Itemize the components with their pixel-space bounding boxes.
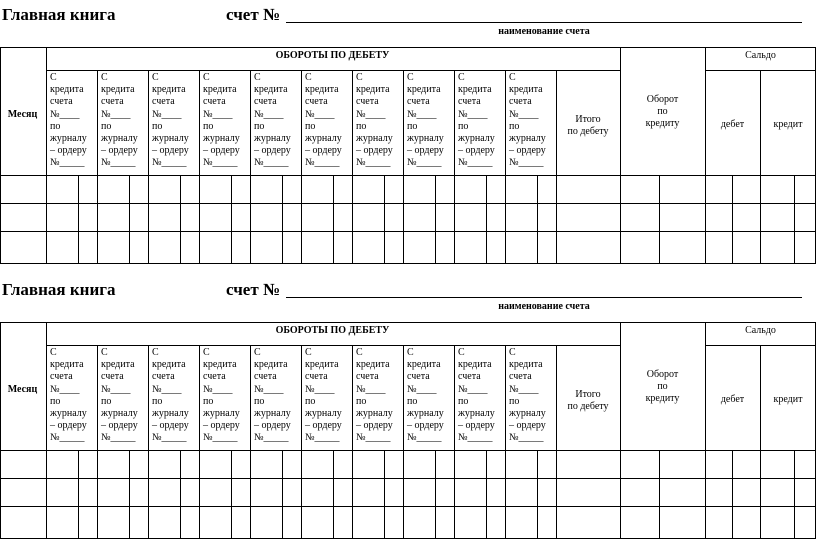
grid-line-vertical [231, 175, 232, 263]
credit-account-column-header-line: №____ [152, 108, 182, 120]
month-column-header: Месяц [7, 109, 38, 120]
credit-account-column-header-line: С [407, 347, 414, 358]
credit-account-column-header-line: журналу [50, 408, 87, 420]
credit-account-column-header-line: №____ [101, 383, 131, 395]
debit-turnover-header: ОБОРОТЫ ПО ДЕБЕТУ [275, 50, 390, 61]
credit-account-column-header-line: С [407, 72, 414, 83]
credit-turnover-header-line: кредиту [645, 393, 680, 404]
credit-account-column-header-line: – ордеру [152, 420, 189, 432]
grid-line-vertical [231, 450, 232, 538]
account-number-label: счет № [226, 280, 281, 299]
grid-line-vertical [794, 175, 795, 263]
credit-account-column-header-line: счета [152, 96, 175, 108]
credit-account-column-header-line: по [407, 395, 418, 407]
saldo-debit-header: дебет [720, 119, 745, 130]
credit-account-column-header-line: №____ [305, 108, 335, 120]
saldo-header: Сальдо [745, 325, 776, 336]
credit-account-column-header-line: – ордеру [305, 145, 342, 157]
credit-account-column-header [352, 72, 400, 170]
credit-account-column-header-line: счета [509, 96, 532, 108]
account-number-label: счет № [226, 5, 281, 24]
total-debit-header [556, 389, 620, 413]
grid-line-vertical [180, 450, 181, 538]
credit-account-column-header-line: №_____ [305, 157, 340, 169]
saldo-credit-header: кредит [773, 394, 803, 405]
credit-account-column-header-line: журналу [356, 408, 393, 420]
credit-account-column-header-line: журналу [407, 133, 444, 145]
credit-account-column-header-line: №____ [203, 383, 233, 395]
grid-line-vertical [659, 450, 660, 538]
credit-account-column-header-line: кредита [254, 359, 288, 371]
credit-account-column-header-line: счета [203, 96, 226, 108]
credit-account-column-header-line: – ордеру [50, 420, 87, 432]
credit-account-column-header-line: №_____ [203, 157, 238, 169]
credit-account-column-header-line: – ордеру [458, 145, 495, 157]
total-debit-header [556, 114, 620, 138]
credit-account-column-header [97, 72, 145, 170]
credit-account-column-header-line: по [203, 395, 214, 407]
credit-account-column-header-line: – ордеру [407, 145, 444, 157]
credit-account-column-header [199, 72, 247, 170]
grid-line-vertical [129, 175, 130, 263]
saldo-debit-header: дебет [720, 394, 745, 405]
credit-account-column-header-line: журналу [407, 408, 444, 420]
credit-account-column-header-line: №____ [101, 108, 131, 120]
grid-line-horizontal [705, 345, 815, 346]
credit-account-column-header-line: С [101, 347, 108, 358]
credit-account-column-header-line: журналу [305, 133, 342, 145]
grid-line-vertical [78, 450, 79, 538]
credit-account-column-header-line: №_____ [152, 432, 187, 444]
grid-line-vertical [180, 175, 181, 263]
credit-turnover-header-line: Оборот [646, 94, 679, 105]
grid-line-vertical [282, 175, 283, 263]
grid-line-vertical [760, 345, 761, 538]
credit-account-column-header-line: журналу [101, 408, 138, 420]
credit-account-column-header-line: С [356, 347, 363, 358]
credit-account-column-header-line: №____ [50, 383, 80, 395]
credit-account-column-header [352, 347, 400, 445]
credit-account-column-header-line: №____ [356, 108, 386, 120]
credit-account-column-header-line: С [509, 347, 516, 358]
credit-account-column-header [403, 72, 451, 170]
credit-account-column-header-line: кредита [305, 84, 339, 96]
credit-account-column-header-line: журналу [152, 408, 189, 420]
credit-account-column-header-line: №_____ [203, 432, 238, 444]
credit-turnover-header-line: по [657, 106, 668, 117]
credit-account-column-header-line: кредита [407, 84, 441, 96]
credit-account-column-header-line: №____ [458, 108, 488, 120]
credit-account-column-header-line: журналу [203, 133, 240, 145]
grid-line-horizontal [0, 175, 815, 176]
credit-account-column-header-line: С [356, 72, 363, 83]
credit-account-column-header-line: С [203, 72, 210, 83]
credit-turnover-header [620, 94, 705, 130]
credit-account-column-header-line: счета [254, 96, 277, 108]
credit-account-column-header-line: – ордеру [356, 420, 393, 432]
saldo-credit-header: кредит [773, 119, 803, 130]
credit-account-column-header-line: – ордеру [101, 420, 138, 432]
account-name-line[interactable] [286, 22, 802, 23]
credit-account-column-header-line: журналу [254, 133, 291, 145]
credit-account-column-header-line: журналу [458, 133, 495, 145]
total-debit-header-line: Итого [575, 389, 601, 400]
credit-account-column-header-line: №____ [407, 383, 437, 395]
account-name-caption: наименование счета [498, 301, 590, 312]
grid-line-vertical [435, 450, 436, 538]
credit-account-column-header [148, 72, 196, 170]
credit-account-column-header-line: по [152, 395, 163, 407]
credit-account-column-header-line: С [50, 347, 57, 358]
credit-account-column-header-line: кредита [407, 359, 441, 371]
credit-account-column-header-line: №____ [509, 108, 539, 120]
credit-account-column-header-line: счета [50, 96, 73, 108]
total-debit-header-line: по дебету [567, 401, 609, 412]
credit-account-column-header-line: кредита [50, 84, 84, 96]
credit-account-column-header-line: счета [356, 371, 379, 383]
account-name-caption: наименование счета [498, 26, 590, 37]
grid-line-horizontal [0, 203, 815, 204]
credit-account-column-header-line: №____ [407, 108, 437, 120]
credit-account-column-header-line: кредита [152, 84, 186, 96]
grid-line-vertical [384, 450, 385, 538]
credit-account-column-header-line: №_____ [305, 432, 340, 444]
grid-line-vertical [333, 450, 334, 538]
grid-line-vertical [78, 175, 79, 263]
credit-account-column-header-line: счета [101, 96, 124, 108]
credit-account-column-header-line: по [152, 120, 163, 132]
credit-account-column-header [46, 72, 94, 170]
credit-account-column-header-line: №_____ [50, 157, 85, 169]
credit-account-column-header-line: №____ [356, 383, 386, 395]
grid-line-vertical [282, 450, 283, 538]
credit-account-column-header-line: №_____ [356, 157, 391, 169]
account-name-line[interactable] [286, 297, 802, 298]
saldo-header: Сальдо [745, 50, 776, 61]
credit-account-column-header [505, 347, 553, 445]
credit-account-column-header [250, 72, 298, 170]
grid-line-vertical [384, 175, 385, 263]
grid-line-vertical [537, 450, 538, 538]
credit-account-column-header-line: кредита [305, 359, 339, 371]
credit-account-column-header-line: С [50, 72, 57, 83]
credit-account-column-header-line: – ордеру [305, 420, 342, 432]
credit-account-column-header-line: С [152, 347, 159, 358]
credit-account-column-header-line: кредита [356, 359, 390, 371]
credit-account-column-header-line: С [101, 72, 108, 83]
credit-account-column-header-line: кредита [101, 84, 135, 96]
credit-account-column-header-line: кредита [50, 359, 84, 371]
credit-account-column-header [97, 347, 145, 445]
grid-line-horizontal [0, 231, 815, 232]
credit-account-column-header-line: №_____ [407, 432, 442, 444]
credit-account-column-header-line: – ордеру [152, 145, 189, 157]
credit-account-column-header-line: журналу [101, 133, 138, 145]
credit-account-column-header-line: кредита [203, 84, 237, 96]
grid-line-vertical [760, 70, 761, 263]
grid-line-horizontal [46, 345, 620, 346]
credit-account-column-header [301, 347, 349, 445]
credit-account-column-header-line: счета [254, 371, 277, 383]
credit-account-column-header-line: – ордеру [407, 420, 444, 432]
credit-account-column-header-line: – ордеру [203, 420, 240, 432]
credit-account-column-header-line: С [458, 347, 465, 358]
credit-turnover-header-line: по [657, 381, 668, 392]
credit-account-column-header-line: счета [305, 371, 328, 383]
credit-account-column-header-line: счета [101, 371, 124, 383]
credit-account-column-header-line: – ордеру [509, 420, 546, 432]
credit-account-column-header-line: №_____ [254, 432, 289, 444]
credit-account-column-header-line: С [305, 347, 312, 358]
credit-account-column-header-line: журналу [458, 408, 495, 420]
grid-line-vertical [435, 175, 436, 263]
credit-account-column-header-line: – ордеру [458, 420, 495, 432]
grid-line-horizontal [705, 70, 815, 71]
credit-account-column-header-line: №____ [50, 108, 80, 120]
credit-account-column-header-line: счета [50, 371, 73, 383]
credit-turnover-header-line: кредиту [645, 118, 680, 129]
ledger-title: Главная книга [2, 280, 116, 299]
ledger-table [0, 322, 816, 539]
credit-account-column-header-line: – ордеру [254, 145, 291, 157]
grid-line-vertical [732, 450, 733, 538]
credit-account-column-header-line: счета [458, 96, 481, 108]
credit-account-column-header-line: журналу [254, 408, 291, 420]
grid-line-vertical [732, 175, 733, 263]
grid-line-vertical [794, 450, 795, 538]
ledger-table [0, 47, 816, 264]
credit-account-column-header-line: №_____ [254, 157, 289, 169]
credit-account-column-header-line: по [254, 120, 265, 132]
credit-account-column-header-line: №_____ [356, 432, 391, 444]
credit-account-column-header-line: №____ [203, 108, 233, 120]
credit-account-column-header-line: по [509, 395, 520, 407]
credit-account-column-header-line: счета [203, 371, 226, 383]
credit-account-column-header-line: по [356, 395, 367, 407]
credit-account-column-header-line: №_____ [509, 432, 544, 444]
credit-account-column-header-line: – ордеру [101, 145, 138, 157]
credit-account-column-header [250, 347, 298, 445]
credit-account-column-header-line: по [458, 395, 469, 407]
credit-account-column-header-line: журналу [305, 408, 342, 420]
grid-line-vertical [486, 450, 487, 538]
credit-account-column-header-line: кредита [203, 359, 237, 371]
credit-account-column-header-line: по [203, 120, 214, 132]
credit-account-column-header [454, 72, 502, 170]
general-ledger-block [0, 3, 816, 273]
credit-account-column-header-line: счета [407, 371, 430, 383]
credit-account-column-header-line: №_____ [509, 157, 544, 169]
credit-account-column-header-line: журналу [509, 133, 546, 145]
credit-account-column-header-line: С [458, 72, 465, 83]
credit-account-column-header-line: по [458, 120, 469, 132]
grid-line-vertical [537, 175, 538, 263]
credit-account-column-header-line: С [509, 72, 516, 83]
general-ledger-block [0, 278, 816, 548]
credit-turnover-header-line: Оборот [646, 369, 679, 380]
credit-account-column-header-line: кредита [356, 84, 390, 96]
credit-account-column-header-line: счета [356, 96, 379, 108]
credit-account-column-header [301, 72, 349, 170]
credit-account-column-header-line: кредита [458, 359, 492, 371]
credit-account-column-header-line: С [203, 347, 210, 358]
grid-line-vertical [486, 175, 487, 263]
grid-line-horizontal [0, 506, 815, 507]
grid-line-vertical [129, 450, 130, 538]
credit-account-column-header [505, 72, 553, 170]
credit-account-column-header-line: №_____ [458, 432, 493, 444]
credit-account-column-header-line: журналу [152, 133, 189, 145]
grid-line-vertical [556, 345, 557, 538]
credit-account-column-header-line: С [254, 347, 261, 358]
grid-line-vertical [556, 70, 557, 263]
grid-line-horizontal [0, 450, 815, 451]
grid-line-vertical [333, 175, 334, 263]
credit-account-column-header-line: №____ [509, 383, 539, 395]
credit-account-column-header-line: счета [407, 96, 430, 108]
month-column-header: Месяц [7, 384, 38, 395]
credit-account-column-header-line: кредита [101, 359, 135, 371]
credit-account-column-header-line: кредита [152, 359, 186, 371]
credit-account-column-header-line: №_____ [50, 432, 85, 444]
credit-account-column-header-line: №_____ [101, 432, 136, 444]
credit-account-column-header-line: по [254, 395, 265, 407]
credit-account-column-header-line: С [254, 72, 261, 83]
total-debit-header-line: по дебету [567, 126, 609, 137]
ledger-title: Главная книга [2, 5, 116, 24]
credit-account-column-header-line: кредита [254, 84, 288, 96]
credit-account-column-header-line: С [305, 72, 312, 83]
credit-account-column-header-line: №_____ [458, 157, 493, 169]
credit-account-column-header-line: счета [509, 371, 532, 383]
grid-line-horizontal [0, 478, 815, 479]
total-debit-header-line: Итого [575, 114, 601, 125]
credit-account-column-header-line: по [101, 120, 112, 132]
credit-account-column-header-line: журналу [50, 133, 87, 145]
credit-account-column-header-line: по [305, 120, 316, 132]
credit-account-column-header-line: по [407, 120, 418, 132]
credit-account-column-header-line: по [305, 395, 316, 407]
credit-account-column-header-line: по [356, 120, 367, 132]
grid-line-horizontal [46, 70, 620, 71]
credit-account-column-header-line: счета [458, 371, 481, 383]
credit-account-column-header-line: №____ [152, 383, 182, 395]
credit-account-column-header-line: №____ [254, 383, 284, 395]
credit-account-column-header-line: №_____ [152, 157, 187, 169]
credit-account-column-header-line: – ордеру [356, 145, 393, 157]
credit-account-column-header-line: по [509, 120, 520, 132]
credit-account-column-header-line: журналу [203, 408, 240, 420]
credit-account-column-header-line: – ордеру [509, 145, 546, 157]
credit-turnover-header [620, 369, 705, 405]
credit-account-column-header-line: по [50, 120, 61, 132]
credit-account-column-header-line: журналу [356, 133, 393, 145]
credit-account-column-header [148, 347, 196, 445]
credit-account-column-header-line: счета [152, 371, 175, 383]
credit-account-column-header [403, 347, 451, 445]
credit-account-column-header [199, 347, 247, 445]
credit-account-column-header [454, 347, 502, 445]
grid-line-vertical [659, 175, 660, 263]
credit-account-column-header-line: кредита [458, 84, 492, 96]
credit-account-column-header-line: по [101, 395, 112, 407]
credit-account-column-header-line: №____ [305, 383, 335, 395]
credit-account-column-header-line: – ордеру [50, 145, 87, 157]
credit-account-column-header-line: кредита [509, 359, 543, 371]
credit-account-column-header-line: журналу [509, 408, 546, 420]
credit-account-column-header-line: №_____ [407, 157, 442, 169]
credit-account-column-header-line: – ордеру [203, 145, 240, 157]
credit-account-column-header-line: кредита [509, 84, 543, 96]
credit-account-column-header-line: счета [305, 96, 328, 108]
credit-account-column-header-line: по [50, 395, 61, 407]
credit-account-column-header-line: – ордеру [254, 420, 291, 432]
credit-account-column-header-line: С [152, 72, 159, 83]
debit-turnover-header: ОБОРОТЫ ПО ДЕБЕТУ [275, 325, 390, 336]
credit-account-column-header-line: №____ [458, 383, 488, 395]
credit-account-column-header-line: №_____ [101, 157, 136, 169]
credit-account-column-header-line: №____ [254, 108, 284, 120]
credit-account-column-header [46, 347, 94, 445]
